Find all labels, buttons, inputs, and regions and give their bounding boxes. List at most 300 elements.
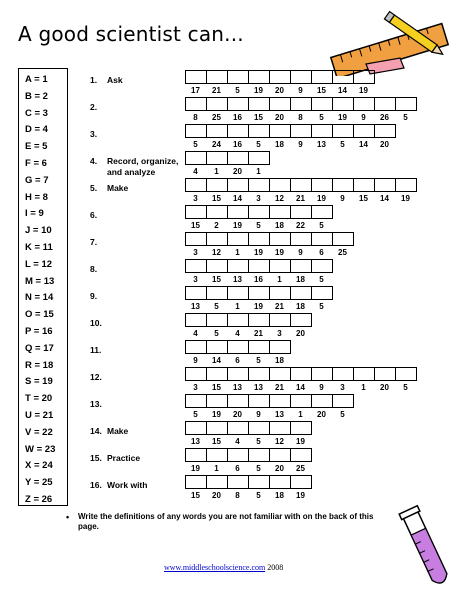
answer-box[interactable] <box>206 232 228 246</box>
code-number: 18 <box>275 221 284 230</box>
answer-box[interactable] <box>269 124 291 138</box>
code-number: 1 <box>235 248 240 257</box>
answer-box[interactable] <box>353 97 375 111</box>
answer-box[interactable] <box>248 421 270 435</box>
key-item: S = 19 <box>25 376 53 388</box>
key-item: Q = 17 <box>25 342 54 354</box>
key-item: M = 13 <box>25 275 55 287</box>
code-number: 5 <box>193 410 198 419</box>
answer-box[interactable] <box>206 313 228 327</box>
code-number: 13 <box>275 410 284 419</box>
question-number: 7. <box>90 237 98 247</box>
answer-box[interactable] <box>353 178 375 192</box>
code-number: 5 <box>256 491 261 500</box>
answer-box[interactable] <box>269 448 291 462</box>
code-number: 19 <box>401 194 410 203</box>
code-number: 19 <box>191 464 200 473</box>
answer-box[interactable] <box>290 232 312 246</box>
code-number: 19 <box>296 437 305 446</box>
key-item: N = 14 <box>25 292 54 304</box>
answer-box[interactable] <box>290 367 312 381</box>
answer-box[interactable] <box>185 340 207 354</box>
answer-box[interactable] <box>353 367 375 381</box>
answer-box[interactable] <box>227 259 249 273</box>
code-number: 5 <box>319 302 324 311</box>
answer-box[interactable] <box>248 394 270 408</box>
code-number: 20 <box>275 113 284 122</box>
answer-box[interactable] <box>311 259 333 273</box>
question-label: Record, organize, <box>107 156 179 166</box>
answer-box[interactable] <box>185 232 207 246</box>
question-label: Ask <box>107 75 123 85</box>
answer-box[interactable] <box>248 367 270 381</box>
answer-box[interactable] <box>185 205 207 219</box>
code-number: 14 <box>233 194 242 203</box>
answer-box[interactable] <box>185 178 207 192</box>
code-number: 5 <box>319 221 324 230</box>
answer-boxes <box>185 70 375 84</box>
answer-box[interactable] <box>185 475 207 489</box>
letter-number-key <box>18 68 68 506</box>
answer-box[interactable] <box>206 394 228 408</box>
code-number: 3 <box>256 194 261 203</box>
key-item: R = 18 <box>25 359 54 371</box>
code-numbers <box>185 86 374 95</box>
answer-box[interactable] <box>185 70 207 84</box>
answer-box[interactable] <box>269 70 291 84</box>
code-number: 8 <box>193 113 198 122</box>
code-number: 20 <box>275 464 284 473</box>
answer-box[interactable] <box>311 178 333 192</box>
answer-box[interactable] <box>269 394 291 408</box>
code-number: 5 <box>403 113 408 122</box>
answer-box[interactable] <box>290 448 312 462</box>
code-number: 12 <box>212 248 221 257</box>
question-number: 9. <box>90 291 98 301</box>
code-numbers <box>185 329 311 338</box>
answer-box[interactable] <box>248 259 270 273</box>
answer-box[interactable] <box>332 232 354 246</box>
code-number: 15 <box>212 437 221 446</box>
code-number: 3 <box>277 329 282 338</box>
answer-boxes <box>185 313 312 327</box>
code-number: 4 <box>193 329 198 338</box>
answer-box[interactable] <box>248 70 270 84</box>
code-number: 14 <box>380 194 389 203</box>
code-number: 5 <box>319 113 324 122</box>
answer-box[interactable] <box>353 124 375 138</box>
code-number: 9 <box>361 113 366 122</box>
answer-box[interactable] <box>269 367 291 381</box>
code-number: 17 <box>191 86 200 95</box>
code-numbers <box>185 167 269 176</box>
code-number: 5 <box>214 329 219 338</box>
code-number: 20 <box>233 410 242 419</box>
code-number: 15 <box>191 491 200 500</box>
code-number: 5 <box>235 86 240 95</box>
code-number: 15 <box>317 86 326 95</box>
key-item: A = 1 <box>25 74 48 85</box>
answer-box[interactable] <box>395 367 417 381</box>
key-item: G = 7 <box>25 174 49 186</box>
answer-box[interactable] <box>269 340 291 354</box>
answer-box[interactable] <box>269 232 291 246</box>
code-number: 5 <box>256 356 261 365</box>
key-item: U = 21 <box>25 410 54 421</box>
answer-box[interactable] <box>248 475 270 489</box>
code-numbers <box>185 140 395 149</box>
answer-boxes <box>185 124 396 138</box>
answer-box[interactable] <box>248 205 270 219</box>
code-number: 16 <box>254 275 263 284</box>
question-number: 12. <box>90 372 102 382</box>
question-number: 6. <box>90 210 98 220</box>
code-number: 9 <box>298 140 303 149</box>
code-number: 15 <box>191 221 200 230</box>
code-numbers <box>185 302 332 311</box>
code-number: 25 <box>338 248 347 257</box>
code-numbers <box>185 248 353 257</box>
answer-boxes <box>185 286 333 300</box>
answer-box[interactable] <box>290 97 312 111</box>
answer-box[interactable] <box>269 178 291 192</box>
answer-box[interactable] <box>206 259 228 273</box>
code-numbers <box>185 275 332 284</box>
code-number: 21 <box>275 383 284 392</box>
code-number: 25 <box>296 464 305 473</box>
answer-box[interactable] <box>290 259 312 273</box>
answer-box[interactable] <box>248 151 270 165</box>
answer-box[interactable] <box>206 124 228 138</box>
code-number: 14 <box>296 383 305 392</box>
code-number: 9 <box>340 194 345 203</box>
answer-box[interactable] <box>290 394 312 408</box>
code-number: 9 <box>298 248 303 257</box>
answer-box[interactable] <box>311 205 333 219</box>
answer-box[interactable] <box>206 286 228 300</box>
key-item: E = 5 <box>25 141 48 153</box>
question-number: 13. <box>90 399 102 409</box>
answer-box[interactable] <box>290 70 312 84</box>
answer-box[interactable] <box>185 313 207 327</box>
question-label: Make <box>107 183 129 193</box>
answer-box[interactable] <box>206 151 228 165</box>
answer-box[interactable] <box>248 124 270 138</box>
footer-year: 2008 <box>265 563 284 572</box>
answer-box[interactable] <box>227 205 249 219</box>
key-item: P = 16 <box>25 326 53 337</box>
answer-box[interactable] <box>311 124 333 138</box>
code-number: 1 <box>298 410 303 419</box>
code-number: 13 <box>233 275 242 284</box>
code-numbers <box>185 491 311 500</box>
answer-box[interactable] <box>206 475 228 489</box>
key-item: X = 24 <box>25 460 53 472</box>
code-number: 15 <box>254 113 263 122</box>
key-item: B = 2 <box>25 90 48 102</box>
answer-box[interactable] <box>395 97 417 111</box>
code-number: 18 <box>296 275 305 284</box>
answer-box[interactable] <box>185 421 207 435</box>
answer-box[interactable] <box>227 124 249 138</box>
answer-boxes <box>185 367 417 381</box>
answer-box[interactable] <box>248 232 270 246</box>
question-number: 8. <box>90 264 98 274</box>
code-number: 19 <box>359 86 368 95</box>
answer-box[interactable] <box>185 151 207 165</box>
answer-box[interactable] <box>332 394 354 408</box>
code-number: 15 <box>212 383 221 392</box>
code-number: 4 <box>235 437 240 446</box>
answer-box[interactable] <box>206 340 228 354</box>
answer-box[interactable] <box>332 124 354 138</box>
question-label: Make <box>107 426 129 436</box>
answer-box[interactable] <box>248 286 270 300</box>
answer-box[interactable] <box>269 286 291 300</box>
code-number: 16 <box>233 113 242 122</box>
answer-box[interactable] <box>227 70 249 84</box>
answer-boxes <box>185 475 312 489</box>
code-number: 15 <box>359 194 368 203</box>
answer-box[interactable] <box>227 232 249 246</box>
answer-box[interactable] <box>206 367 228 381</box>
answer-box[interactable] <box>185 97 207 111</box>
answer-box[interactable] <box>290 313 312 327</box>
code-number: 5 <box>256 221 261 230</box>
code-number: 5 <box>340 140 345 149</box>
question-number: 14. <box>90 426 102 436</box>
footer-link[interactable]: www.middleschoolscience.com <box>164 563 266 572</box>
answer-box[interactable] <box>206 70 228 84</box>
answer-boxes <box>185 205 333 219</box>
answer-box[interactable] <box>248 340 270 354</box>
code-number: 19 <box>233 221 242 230</box>
answer-box[interactable] <box>290 475 312 489</box>
code-number: 20 <box>212 491 221 500</box>
code-number: 19 <box>296 491 305 500</box>
code-number: 18 <box>275 140 284 149</box>
answer-box[interactable] <box>248 97 270 111</box>
answer-box[interactable] <box>311 70 333 84</box>
answer-box[interactable] <box>332 178 354 192</box>
code-number: 6 <box>235 356 240 365</box>
answer-box[interactable] <box>290 205 312 219</box>
code-number: 19 <box>254 302 263 311</box>
code-number: 18 <box>275 356 284 365</box>
code-number: 5 <box>319 275 324 284</box>
code-number: 1 <box>235 302 240 311</box>
code-numbers <box>185 113 416 122</box>
code-number: 3 <box>193 275 198 284</box>
question-number: 3. <box>90 129 98 139</box>
key-item: J = 10 <box>25 225 52 237</box>
answer-box[interactable] <box>248 448 270 462</box>
footer <box>164 563 283 572</box>
code-number: 20 <box>233 167 242 176</box>
key-item: W = 23 <box>25 443 56 455</box>
code-number: 14 <box>338 86 347 95</box>
answer-box[interactable] <box>227 178 249 192</box>
page-title: A good scientist can... <box>18 22 244 46</box>
answer-boxes <box>185 97 417 111</box>
answer-box[interactable] <box>227 421 249 435</box>
key-item: O = 15 <box>25 309 54 321</box>
answer-box[interactable] <box>332 97 354 111</box>
question-label-line2: and analyze <box>107 167 156 177</box>
answer-box[interactable] <box>290 286 312 300</box>
code-number: 19 <box>254 86 263 95</box>
code-number: 21 <box>212 86 221 95</box>
code-number: 20 <box>317 410 326 419</box>
code-number: 9 <box>256 410 261 419</box>
key-item: L = 12 <box>25 258 53 270</box>
answer-box[interactable] <box>290 178 312 192</box>
question-number: 15. <box>90 453 102 463</box>
answer-box[interactable] <box>311 232 333 246</box>
key-item: T = 20 <box>25 393 53 405</box>
answer-box[interactable] <box>269 475 291 489</box>
code-numbers <box>185 410 353 419</box>
code-number: 26 <box>380 113 389 122</box>
code-number: 4 <box>235 329 240 338</box>
code-number: 9 <box>298 86 303 95</box>
answer-box[interactable] <box>206 421 228 435</box>
question-label: Work with <box>107 480 148 490</box>
answer-box[interactable] <box>374 124 396 138</box>
answer-box[interactable] <box>227 286 249 300</box>
question-number: 11. <box>90 345 102 355</box>
answer-box[interactable] <box>227 448 249 462</box>
answer-box[interactable] <box>206 205 228 219</box>
answer-box[interactable] <box>311 97 333 111</box>
code-numbers <box>185 221 332 230</box>
answer-boxes <box>185 232 354 246</box>
code-number: 5 <box>340 410 345 419</box>
answer-box[interactable] <box>185 367 207 381</box>
answer-box[interactable] <box>332 70 354 84</box>
answer-box[interactable] <box>290 421 312 435</box>
answer-box[interactable] <box>206 97 228 111</box>
answer-box[interactable] <box>374 178 396 192</box>
answer-box[interactable] <box>395 178 417 192</box>
code-numbers <box>185 383 416 392</box>
question-number: 1. <box>90 75 98 85</box>
instructions-note <box>66 512 378 532</box>
answer-boxes <box>185 151 270 165</box>
answer-boxes <box>185 340 291 354</box>
answer-box[interactable] <box>248 313 270 327</box>
answer-box[interactable] <box>185 259 207 273</box>
key-item: D = 4 <box>25 124 48 136</box>
code-number: 12 <box>275 194 284 203</box>
code-number: 21 <box>296 194 305 203</box>
code-number: 16 <box>233 140 242 149</box>
code-number: 19 <box>338 113 347 122</box>
code-number: 1 <box>277 275 282 284</box>
answer-box[interactable] <box>227 313 249 327</box>
key-item: V = 22 <box>25 426 53 438</box>
code-number: 8 <box>298 113 303 122</box>
question-number: 10. <box>90 318 102 328</box>
code-numbers <box>185 194 416 203</box>
answer-box[interactable] <box>311 394 333 408</box>
question-number: 2. <box>90 102 98 112</box>
answer-box[interactable] <box>311 286 333 300</box>
key-item: Y = 25 <box>25 477 53 489</box>
answer-box[interactable] <box>311 367 333 381</box>
key-item: Z = 26 <box>25 494 53 505</box>
answer-box[interactable] <box>227 151 249 165</box>
answer-box[interactable] <box>227 340 249 354</box>
code-number: 15 <box>212 275 221 284</box>
answer-box[interactable] <box>269 421 291 435</box>
code-number: 20 <box>380 383 389 392</box>
code-number: 4 <box>193 167 198 176</box>
code-number: 25 <box>212 113 221 122</box>
key-item: C = 3 <box>25 107 48 119</box>
question-number: 16. <box>90 480 102 490</box>
code-number: 5 <box>256 437 261 446</box>
code-number: 5 <box>214 302 219 311</box>
answer-boxes <box>185 421 312 435</box>
code-number: 19 <box>254 248 263 257</box>
code-number: 3 <box>340 383 345 392</box>
answer-box[interactable] <box>185 448 207 462</box>
code-number: 6 <box>319 248 324 257</box>
question-label: Practice <box>107 453 141 463</box>
answer-box[interactable] <box>185 394 207 408</box>
code-number: 3 <box>193 248 198 257</box>
code-number: 20 <box>296 329 305 338</box>
answer-box[interactable] <box>227 394 249 408</box>
answer-box[interactable] <box>353 70 375 84</box>
answer-box[interactable] <box>206 178 228 192</box>
code-number: 1 <box>214 464 219 473</box>
code-number: 24 <box>212 140 221 149</box>
code-number: 1 <box>256 167 261 176</box>
key-item: F = 6 <box>25 158 47 169</box>
answer-box[interactable] <box>227 97 249 111</box>
answer-box[interactable] <box>374 97 396 111</box>
code-number: 8 <box>235 491 240 500</box>
answer-box[interactable] <box>269 259 291 273</box>
answer-box[interactable] <box>269 313 291 327</box>
key-item: I = 9 <box>25 208 44 220</box>
question-number: 5. <box>90 183 98 193</box>
answer-box[interactable] <box>269 97 291 111</box>
answer-box[interactable] <box>248 178 270 192</box>
answer-box[interactable] <box>332 367 354 381</box>
code-numbers <box>185 464 311 473</box>
answer-box[interactable] <box>227 367 249 381</box>
answer-box[interactable] <box>269 205 291 219</box>
question-number: 4. <box>90 156 98 166</box>
answer-box[interactable] <box>185 286 207 300</box>
answer-box[interactable] <box>227 475 249 489</box>
answer-box[interactable] <box>290 124 312 138</box>
code-number: 12 <box>275 437 284 446</box>
code-number: 5 <box>193 140 198 149</box>
answer-box[interactable] <box>206 448 228 462</box>
code-number: 19 <box>317 194 326 203</box>
answer-box[interactable] <box>374 367 396 381</box>
code-number: 19 <box>275 248 284 257</box>
code-number: 5 <box>403 383 408 392</box>
code-number: 15 <box>212 194 221 203</box>
answer-box[interactable] <box>185 124 207 138</box>
answer-boxes <box>185 394 354 408</box>
code-number: 2 <box>214 221 219 230</box>
